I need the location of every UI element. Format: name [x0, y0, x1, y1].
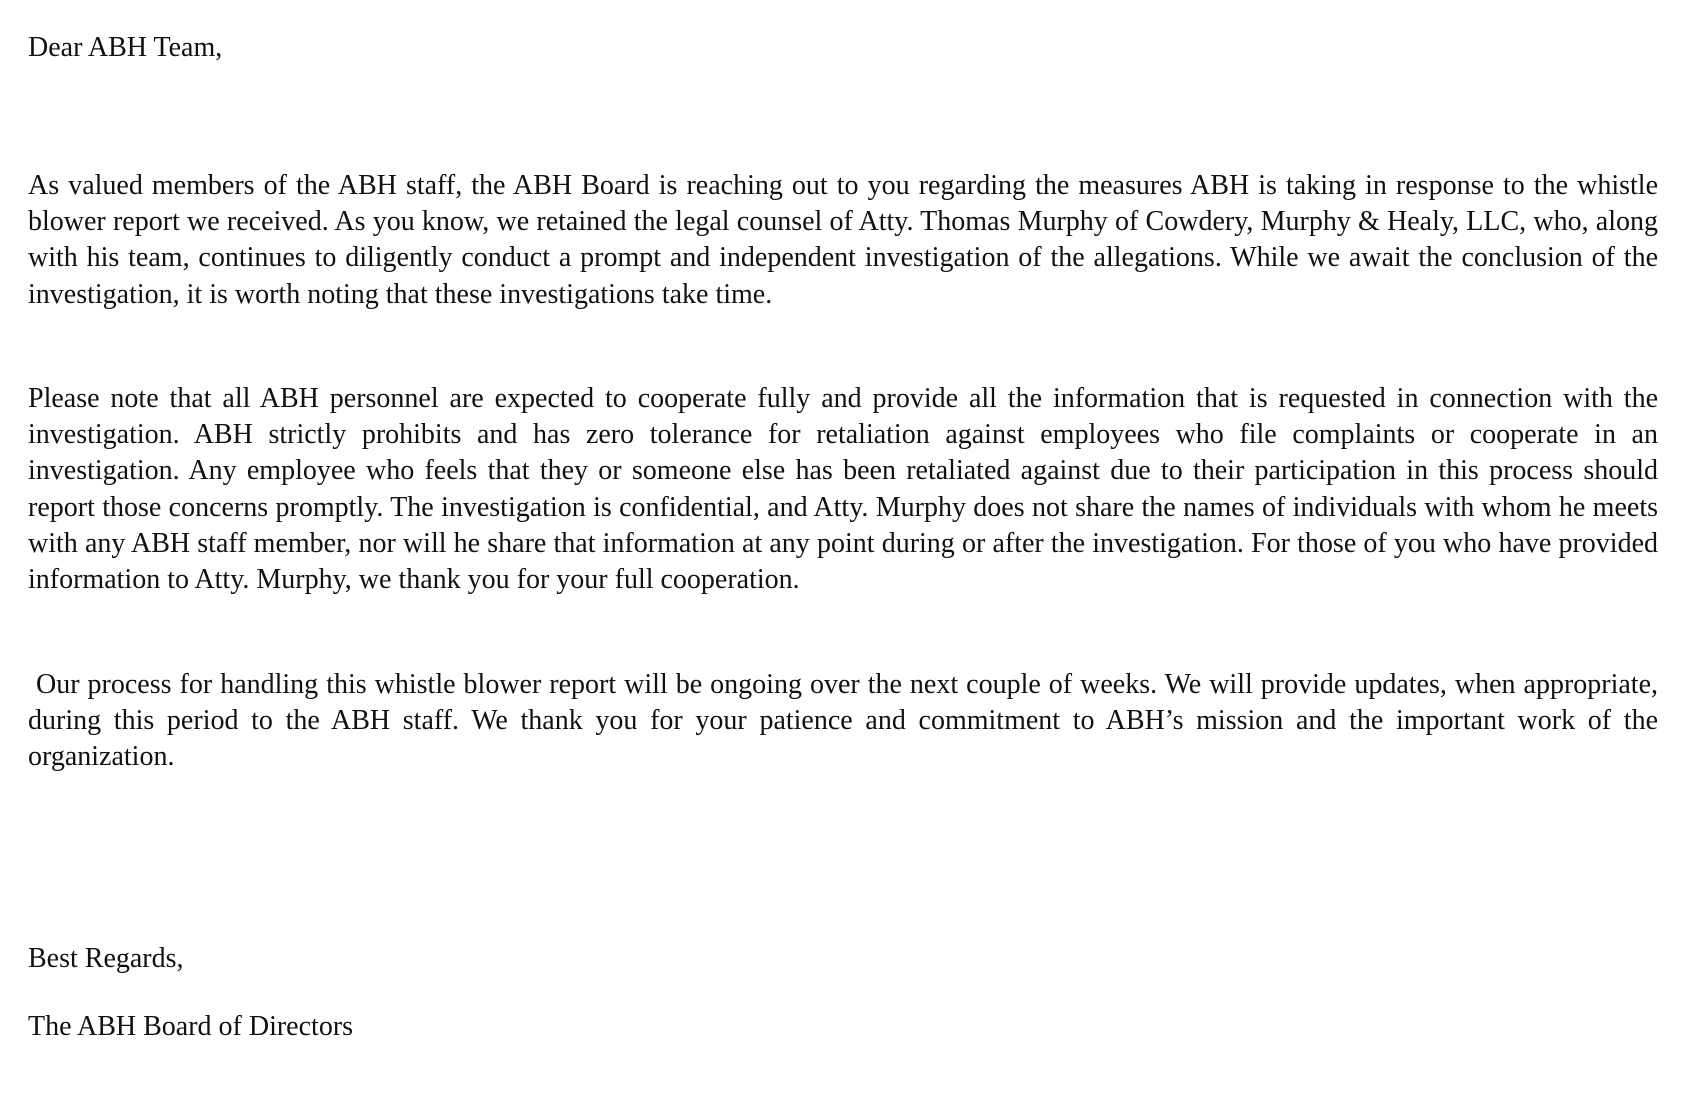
paragraph-investigation-update: As valued members of the ABH staff, the ABH Board is reaching out to you regarding the measures ABH is taking in response to the whistle blower report we received. As you know, we retained the legal counsel of Atty. Thomas Murphy of Cowdery, Murphy & Healy, LLC, who, along with his team, continues to diligently conduct a prompt and independent investigation of the allegations. While we await the conclusion of the investigation, it is worth noting that these investigations take time. — [28, 170, 1658, 310]
greeting: Dear ABH Team, — [28, 32, 223, 63]
closing-line: Best Regards, — [28, 943, 184, 974]
signature: The ABH Board of Directors — [28, 1011, 354, 1042]
paragraph-cooperation-policy: Please note that all ABH personnel are expected to cooperate fully and provide all the information that is requested in connection with the investigation. ABH strictly prohibits and has zero tolerance for retaliation against employees who file complaints or cooperate in an investigation. Any employee who feels that they or someone else has been retaliated against due to their participation in this process should report those concerns promptly. The investigation is confidential, and Atty. Murphy does not share the names of individuals with whom he meets with any ABH staff member, nor will he share that information at any point during or after the investigation. For those of you who have provided information to Atty. Murphy, we thank you for your full cooperation. — [28, 383, 1658, 596]
paragraph-process-timeline: Our process for handling this whistle blower report will be ongoing over the next couple of weeks. We will provide updates, when appropriate, during this period to the ABH staff. We thank you for your patience and commitment to ABH’s mission and the important work of the organization. — [28, 669, 1658, 773]
